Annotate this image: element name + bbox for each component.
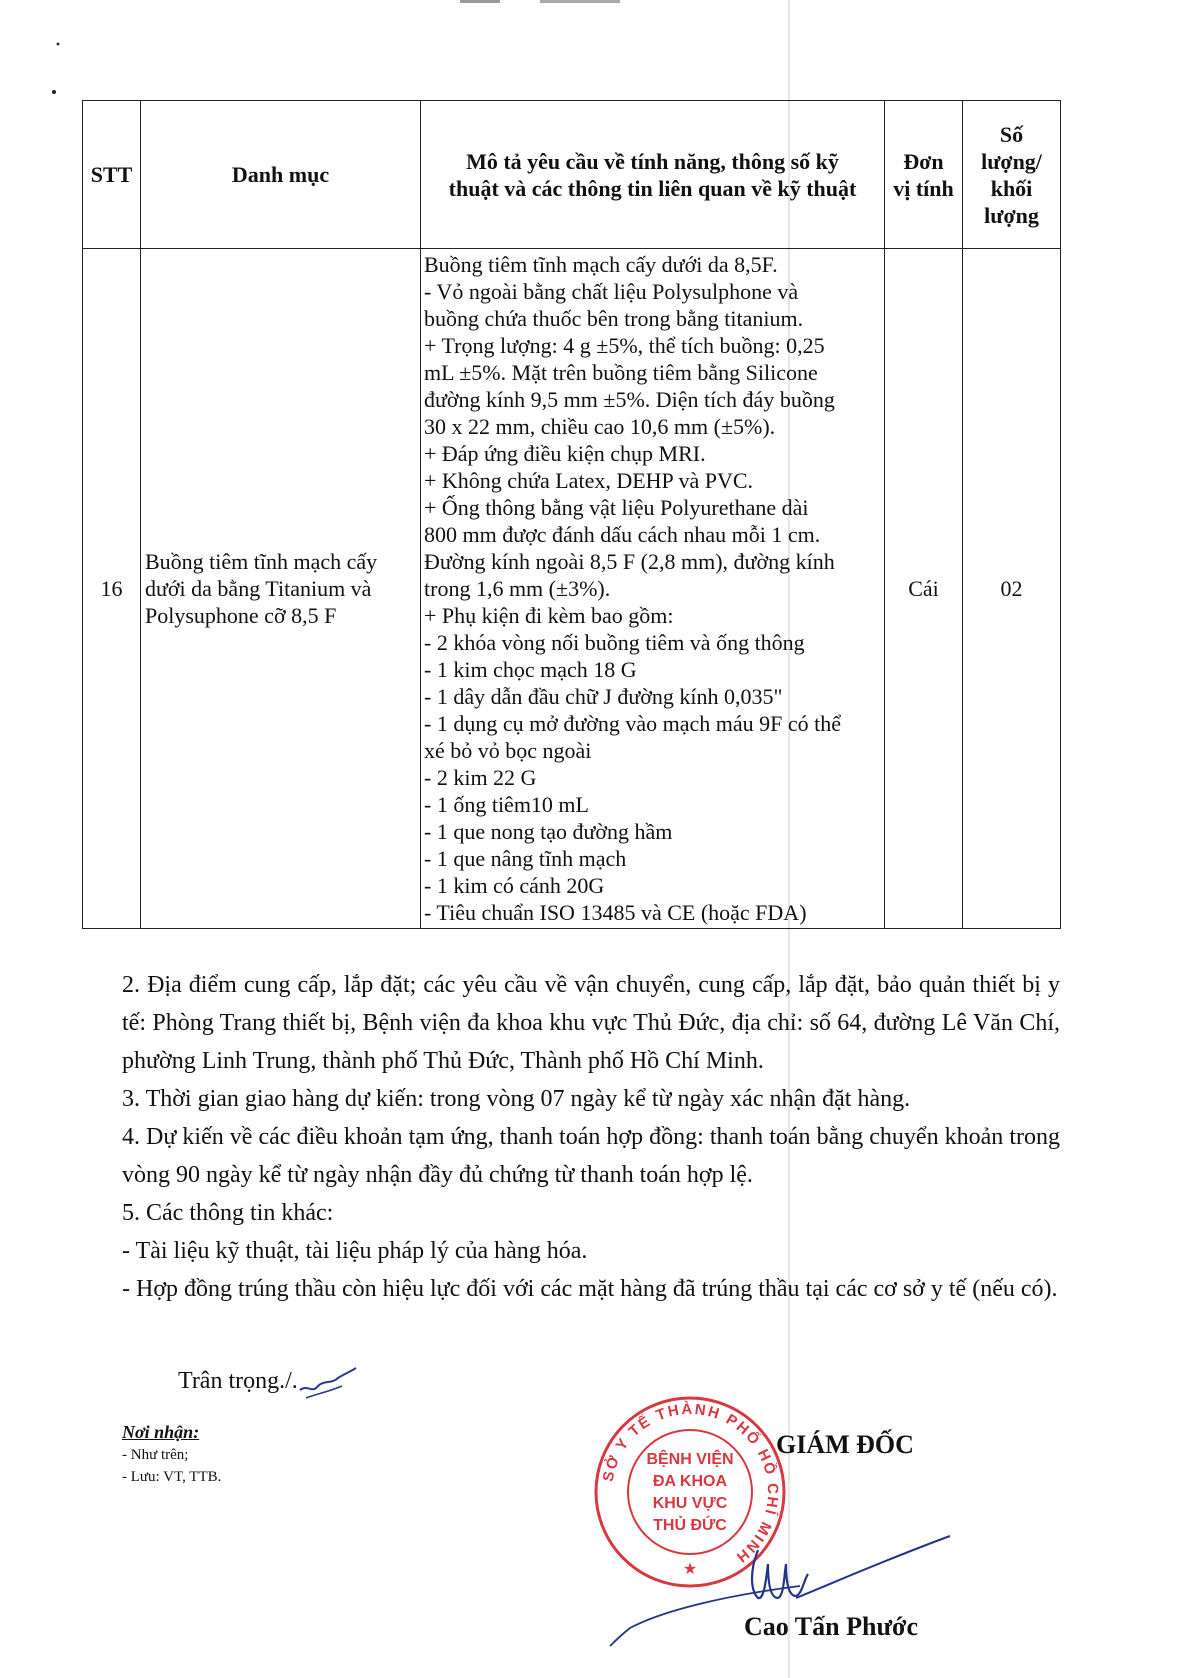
body-paragraphs [122, 966, 1060, 1308]
description-line: + Ống thông bằng vật liệu Polyurethane dài [424, 495, 809, 520]
description-line: - 1 ống tiêm10 mL [424, 792, 589, 817]
description-line: - Vỏ ngoài bằng chất liệu Polysulphone và [424, 279, 799, 304]
description-line: Buồng tiêm tĩnh mạch cấy dưới da 8,5F. [424, 252, 778, 277]
recipients-block [122, 1420, 221, 1488]
description-line: mL ±5%. Mặt trên buồng tiêm bằng Silicone [424, 360, 818, 385]
svg-text:ĐA KHOA: ĐA KHOA [652, 1473, 728, 1490]
header-description [421, 101, 885, 249]
description-line: + Không chứa Latex, DEHP và PVC. [424, 468, 754, 493]
header-quantity-line: lượng [984, 202, 1039, 228]
header-unit-line: Đơn [903, 148, 944, 174]
description-line: - 2 kim 22 G [424, 765, 537, 790]
row-description [421, 249, 885, 929]
paragraph-other-info: 5. Các thông tin khác: [122, 1200, 334, 1226]
category-line: dưới da bằng Titanium và [145, 576, 372, 601]
signer-name: Cao Tấn Phước [744, 1612, 918, 1641]
description-line: 30 x 22 mm, chiều cao 10,6 mm (±5%). [424, 414, 776, 439]
header-stt: STT [83, 101, 141, 249]
header-quantity-line: lượng/ [981, 148, 1042, 174]
description-line: - 1 kim chọc mạch 18 G [424, 657, 637, 682]
description-line: buồng chứa thuốc bên trong bằng titanium. [424, 306, 804, 331]
table-row [83, 249, 1061, 929]
specification-table [82, 100, 1061, 929]
header-quantity-line: Số [999, 121, 1024, 147]
row-quantity: 02 [963, 249, 1061, 929]
description-line: - 1 dây dẫn đầu chữ J đường kính 0,035" [424, 684, 783, 709]
paragraph-payment-terms: 4. Dự kiến về các điều khoản tạm ứng, thanh toán hợp đồng: thanh toán bằng chuyển khoản trong vòng 90 ngày kể từ ngày nhận đầy đủ chứng từ thanh toán hợp lệ. [122, 1124, 1060, 1188]
svg-text:★: ★ [682, 1561, 698, 1578]
description-line: - 1 kim có cánh 20G [424, 873, 605, 898]
paragraph-delivery-time: 3. Thời gian giao hàng dự kiến: trong vòng 07 ngày kể từ ngày xác nhận đặt hàng. [122, 1086, 911, 1112]
recipient-item: - Như trên; [122, 1447, 189, 1463]
description-line: + Đáp ứng điều kiện chụp MRI. [424, 441, 706, 466]
description-line: - Tiêu chuẩn ISO 13485 và CE (hoặc FDA) [424, 900, 807, 925]
signer-title: GIÁM ĐỐC [776, 1430, 914, 1459]
category-line: Buồng tiêm tĩnh mạch cấy [145, 549, 378, 574]
description-line: - 1 dụng cụ mở đường vào mạch máu 9F có thể [424, 711, 842, 736]
description-line: - 1 que nâng tĩnh mạch [424, 846, 627, 871]
description-line: 800 mm được đánh dấu cách nhau mỗi 1 cm. [424, 522, 821, 547]
handwritten-initial-mark [298, 1364, 358, 1404]
header-unit [885, 101, 963, 249]
row-unit: Cái [885, 249, 963, 929]
paragraph-delivery-location: 2. Địa điểm cung cấp, lắp đặt; các yêu cầu về vận chuyển, cung cấp, lắp đặt, bảo quản thiết bị y tế: Phòng Trang thiết bị, Bệnh viện đa khoa khu vực Thủ Đức, địa chỉ: số 64, đường Lê Văn Chí, phường Linh Trung, thành phố Thủ Đức, Thành phố Hồ Chí Minh. [122, 972, 1060, 1074]
paragraph-technical-docs: - Tài liệu kỹ thuật, tài liệu pháp lý của hàng hóa. [122, 1238, 588, 1264]
header-quantity-line: khối [990, 175, 1033, 201]
header-description-line: Mô tả yêu cầu về tính năng, thông số kỹ [466, 148, 839, 174]
description-line: + Trọng lượng: 4 g ±5%, thể tích buồng: 0,25 [424, 333, 825, 358]
recipients-heading: Nơi nhận: [122, 1422, 200, 1442]
description-line: xé bỏ vỏ bọc ngoài [424, 738, 592, 763]
description-line: trong 1,6 mm (±3%). [424, 576, 611, 601]
description-line: + Phụ kiện đi kèm bao gồm: [424, 603, 674, 628]
header-category: Danh mục [141, 101, 421, 249]
description-line: Đường kính ngoài 8,5 F (2,8 mm), đường kính [424, 549, 835, 574]
header-description-line: thuật và các thông tin liên quan về kỹ thuật [448, 175, 857, 201]
recipient-item: - Lưu: VT, TTB. [122, 1469, 222, 1485]
svg-text:THỦ ĐỨC: THỦ ĐỨC [653, 1517, 727, 1534]
paragraph-contracts: - Hợp đồng trúng thầu còn hiệu lực đối với các mặt hàng đã trúng thầu tại các cơ sở y tế (nếu có). [122, 1276, 1058, 1302]
closing-remark: Trân trọng./. [178, 1368, 298, 1394]
svg-text:SỞ Y TẾ THÀNH PHỐ HỒ CHÍ MINH: SỞ Y TẾ THÀNH PHỐ HỒ CHÍ MINH [599, 1400, 782, 1567]
row-stt: 16 [83, 249, 141, 929]
header-unit-line: vị tính [893, 175, 954, 201]
header-quantity [963, 101, 1061, 249]
description-line: đường kính 9,5 mm ±5%. Diện tích đáy buồng [424, 387, 835, 412]
category-line: Polysuphone cỡ 8,5 F [145, 603, 337, 628]
description-line: - 1 que nong tạo đường hầm [424, 819, 673, 844]
row-category [141, 249, 421, 929]
svg-text:KHU VỰC: KHU VỰC [652, 1495, 728, 1512]
svg-text:BỆNH VIỆN: BỆNH VIỆN [646, 1451, 734, 1468]
description-line: - 2 khóa vòng nối buồng tiêm và ống thông [424, 630, 805, 655]
table-header-row [83, 101, 1061, 249]
